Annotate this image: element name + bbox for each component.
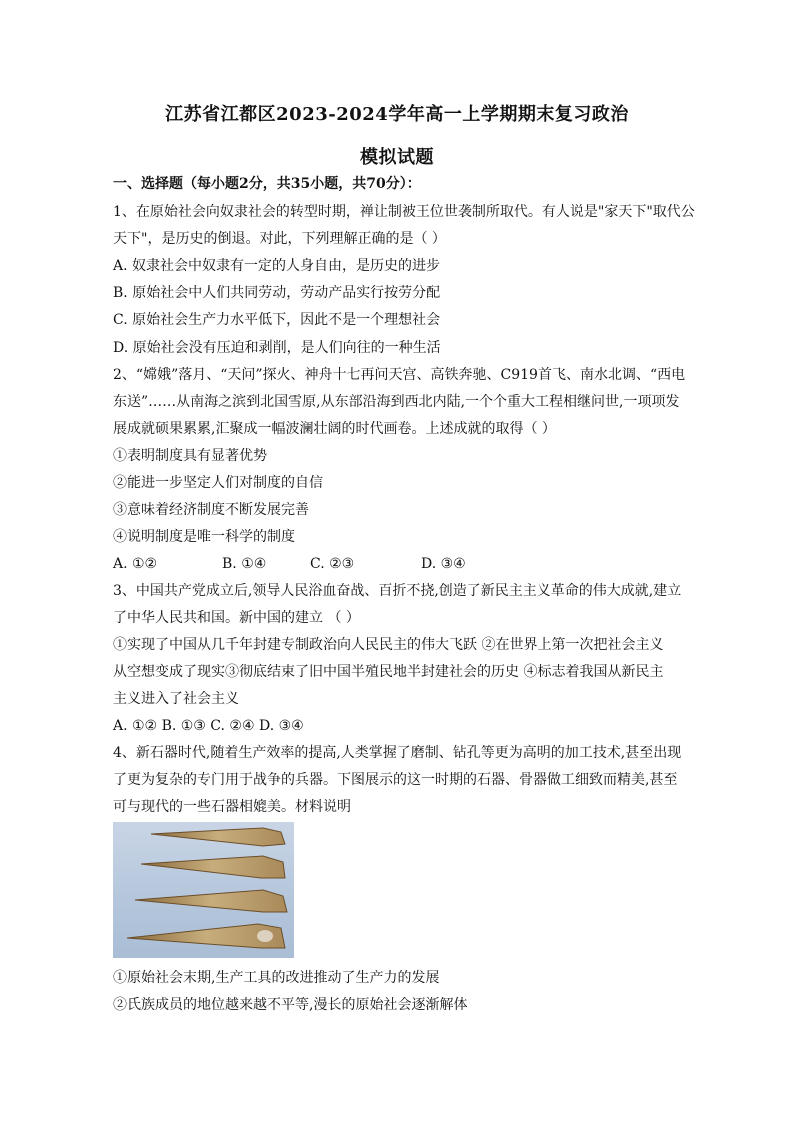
bone-tools-photo: [113, 822, 294, 958]
q2-stem-line3: 展成就硕果累累,汇聚成一幅波澜壮阔的时代画卷。上述成就的取得（ ）: [113, 421, 556, 437]
q4-stem-line2: 了更为复杂的专门用于战争的兵器。下图展示的这一时期的石器、骨器做工细致而精美,甚至: [113, 772, 678, 788]
q4-stem-line1: 4、新石器时代,随着生产效率的提高,人类掌握了磨制、钻孔等更为高明的加工技术,甚至出现: [113, 745, 682, 761]
q3-stem-line1: 3、中国共产党成立后,领导人民浴血奋战、百折不挠,创造了新民主主义革命的伟大成就,建立: [113, 583, 682, 599]
q2-option-b: B. ①④: [222, 556, 267, 572]
q2-option-c: C. ②③: [310, 556, 355, 572]
q4-statement-1: ①原始社会末期,生产工具的改进推动了生产力的发展: [113, 970, 440, 986]
bone-tools-illustration: [113, 822, 294, 958]
q1-stem-line1: 1、在原始社会向奴隶社会的转型时期，禅让制被王位世袭制所取代。有人说是"家天下"取代公: [113, 204, 695, 220]
q3-statements-line2: 从空想变成了现实③彻底结束了旧中国半殖民地半封建社会的历史 ④标志着我国从新民主: [113, 664, 664, 680]
q4-stem-line3: 可与现代的一些石器相媲美。材料说明: [113, 799, 351, 815]
q1-option-c: C. 原始社会生产力水平低下，因此不是一个理想社会: [113, 312, 441, 328]
q2-option-a: A. ①②: [113, 556, 158, 572]
q2-statement-1: ①表明制度具有显著优势: [113, 448, 267, 464]
q2-option-d: D. ③④: [421, 556, 466, 572]
q3-statements-line1: ①实现了中国从几千年封建专制政治向人民民主的伟大飞跃 ②在世界上第一次把社会主义: [113, 637, 664, 653]
doc-title-line1: 江苏省江都区2023-2024学年高一上学期期末复习政治: [165, 104, 629, 125]
q2-statement-2: ②能进一步坚定人们对制度的自信: [113, 475, 323, 491]
q1-option-b: B. 原始社会中人们共同劳动，劳动产品实行按劳分配: [113, 285, 441, 301]
q2-statement-4: ④说明制度是唯一科学的制度: [113, 529, 295, 545]
q2-statement-3: ③意味着经济制度不断发展完善: [113, 502, 309, 518]
doc-title-line2: 模拟试题: [360, 147, 434, 168]
q1-option-d: D. 原始社会没有压迫和剥削，是人们向往的一种生活: [113, 340, 441, 356]
q4-statement-2: ②氏族成员的地位越来越不平等,漫长的原始社会逐渐解体: [113, 997, 468, 1013]
q2-stem-line1: 2、“嫦娥”落月、“天问”探火、神舟十七再问天宫、高铁奔驰、C919首飞、南水北调、“西电: [113, 367, 686, 383]
q3-stem-line2: 了中华人民共和国。新中国的建立 （ ）: [113, 610, 360, 626]
section-heading: 一、选择题（每小题2分，共35小题，共70分）：: [113, 176, 421, 192]
q3-statements-line3: 主义进入了社会主义: [113, 691, 239, 707]
q1-stem-line2: 天下"，是历史的倒退。对此，下列理解正确的是（ ）: [113, 231, 446, 247]
q3-options: A. ①② B. ①③ C. ②④ D. ③④: [113, 718, 304, 734]
q2-stem-line2: 东送”……从南海之滨到北国雪原,从东部沿海到西北内陆,一个个重大工程相继问世,一项项发: [113, 394, 680, 410]
q1-option-a: A. 奴隶社会中奴隶有一定的人身自由，是历史的进步: [113, 258, 441, 274]
